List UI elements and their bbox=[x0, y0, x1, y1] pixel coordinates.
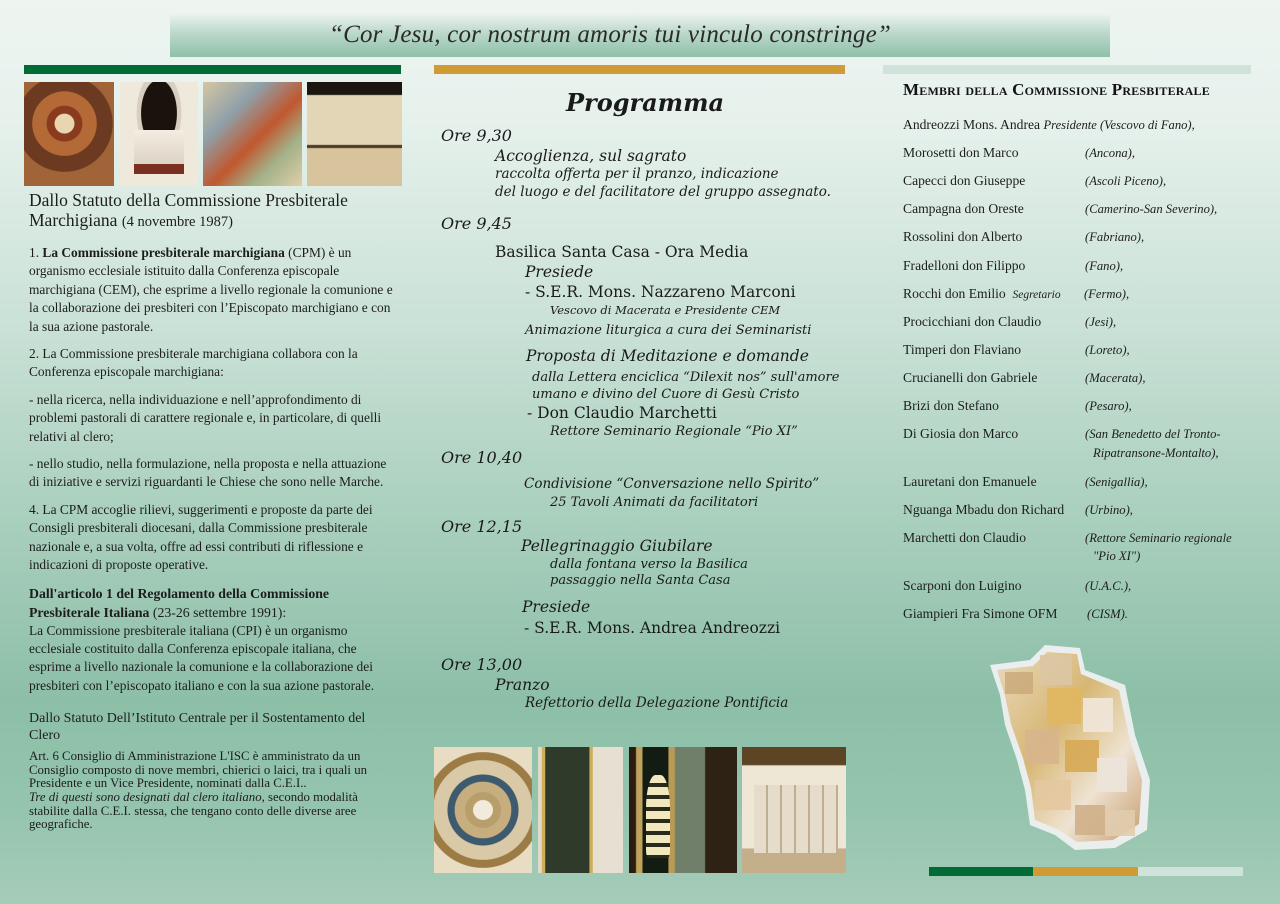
member-diocese: (Fermo), bbox=[1084, 287, 1130, 301]
member-row: Fradelloni don Filippo bbox=[903, 258, 1026, 273]
member-row: Rocchi don Emilio Segretario bbox=[903, 286, 1061, 301]
footer-bar-green bbox=[929, 867, 1033, 876]
session-place-5: Refettorio della Delegazione Pontificia bbox=[525, 695, 789, 711]
session-time-1: Ore 9,30 bbox=[441, 126, 512, 145]
session-detail-1a: raccolta offerta per il pranzo, indicazione bbox=[495, 166, 779, 182]
session-time-4: Ore 12,15 bbox=[441, 517, 523, 536]
motto-text: “Cor Jesu, cor nostrum amoris tui vinculo constringe” bbox=[329, 21, 891, 48]
member-diocese: (Rettore Seminario regionale bbox=[1085, 531, 1232, 545]
session-lettera-2b: umano e divino del Cuore di Gesù Cristo bbox=[532, 387, 800, 402]
member-row: Andreozzi Mons. Andrea Presidente (Vescovo di Fano), bbox=[903, 117, 1195, 132]
session-lettera-2a: dalla Lettera enciclica “Dilexit nos” sull'amore bbox=[532, 370, 840, 385]
member-diocese: (Pesaro), bbox=[1085, 399, 1132, 413]
member-row: Giampieri Fra Simone OFM bbox=[903, 606, 1058, 621]
divider-bar-green bbox=[24, 65, 401, 74]
member-row: Scarponi don Luigino bbox=[903, 578, 1022, 593]
statuto-paragraph-2: 2. La Commissione presbiterale marchigiana collabora con la Conferenza episcopale marchigiana: bbox=[29, 346, 358, 380]
session-title-1: Accoglienza, sul sagrato bbox=[495, 147, 687, 165]
member-diocese: (Camerino-San Severino), bbox=[1085, 202, 1218, 216]
photo-santa-casa-exterior bbox=[742, 747, 846, 873]
footer-bar-gold bbox=[1033, 867, 1138, 876]
session-presider-role-2: Vescovo di Macerata e Presidente CEM bbox=[550, 303, 781, 317]
member-row: Crucianelli don Gabriele bbox=[903, 370, 1038, 385]
programma-title: Programma bbox=[566, 88, 725, 117]
divider-bar-gold bbox=[434, 65, 845, 74]
photo-altar-painting bbox=[538, 747, 623, 873]
session-presider-2: - S.E.R. Mons. Nazzareno Marconi bbox=[525, 283, 796, 301]
member-row: Di Giosia don Marco bbox=[903, 426, 1019, 441]
isc-body: Art. 6 Consiglio di Amministrazione L'ISC è amministrato da un Consiglio composto di nove membri, chierici o laici, tra i quali un Presidente e un Vice Presidente, nominati dalla C.E.I.. Tre di questi sono designati dal clero italiano, secondo modalità stabilite dalla C.E.I. stessa, che tengano conto delle diverse aree geografiche. bbox=[29, 749, 367, 832]
member-row: Capecci don Giuseppe bbox=[903, 173, 1026, 188]
member-row: Rossolini don Alberto bbox=[903, 229, 1023, 244]
regolamento-body: La Commissione presbiterale italiana (CPI) è un organismo ecclesiale costituito dalla Conferenza episcopale italiana, che esprime a livello nazionale la comunione e la collaborazione dei presbiteri con l’episcopato italiano e con la sua azione pastorale. bbox=[29, 622, 375, 693]
regolamento-heading: Dall'articolo 1 del Regolamento della Commissione Presbiterale Italiana (23-26 settembre 1991): bbox=[29, 585, 330, 620]
member-diocese: (Macerata), bbox=[1085, 371, 1146, 385]
member-diocese: (Ascoli Piceno), bbox=[1085, 174, 1167, 188]
session-title-3: Condivisione “Conversazione nello Spirito” bbox=[524, 476, 820, 492]
session-title-4: Pellegrinaggio Giubilare bbox=[521, 537, 713, 555]
session-time-3: Ore 10,40 bbox=[441, 448, 523, 467]
member-diocese: (Jesi), bbox=[1085, 315, 1117, 329]
session-time-2: Ore 9,45 bbox=[441, 214, 512, 233]
member-diocese: (Fabriano), bbox=[1085, 230, 1145, 244]
photo-fresco-madonna bbox=[24, 82, 114, 186]
member-row: Brizi don Stefano bbox=[903, 398, 999, 413]
session-proposta-2: Proposta di Meditazione e domande bbox=[526, 347, 809, 365]
member-diocese: (San Benedetto del Tronto- bbox=[1085, 427, 1221, 441]
footer-bar-pale bbox=[1138, 867, 1243, 876]
session-presiede-2: Presiede bbox=[525, 263, 594, 281]
member-diocese: (Urbino), bbox=[1085, 503, 1133, 517]
membri-title: Membri della Commissione Presbiterale bbox=[903, 80, 1210, 99]
session-detail-4b: passaggio nella Santa Casa bbox=[550, 573, 731, 588]
statuto-section bbox=[29, 190, 394, 832]
statuto-paragraph-2a: - nella ricerca, nella individuazione e nell’approfondimento di problemi pastorali di carattere regionale e, in particolare, di quelli relativi al clero; bbox=[29, 391, 382, 444]
photo-santa-casa-altar bbox=[120, 82, 198, 186]
session-detail-4a: dalla fontana verso la Basilica bbox=[550, 557, 748, 572]
member-diocese: (Fano), bbox=[1085, 259, 1124, 273]
session-speaker-2: - Don Claudio Marchetti bbox=[527, 404, 717, 422]
member-row: Campagna don Oreste bbox=[903, 201, 1024, 216]
session-place-2: Basilica Santa Casa - Ora Media bbox=[495, 243, 749, 261]
statuto-title: Dallo Statuto della Commissione Presbiterale Marchigiana (4 novembre 1987) bbox=[29, 190, 348, 230]
divider-bar-pale bbox=[883, 65, 1251, 74]
member-diocese-cont: "Pio XI") bbox=[1093, 549, 1141, 563]
photo-annunciation-fresco bbox=[203, 82, 302, 186]
marche-churches-map bbox=[985, 640, 1165, 860]
motto-banner bbox=[170, 13, 1110, 57]
member-diocese: (CISM). bbox=[1087, 607, 1128, 621]
photo-dome-ceiling bbox=[434, 747, 532, 873]
session-detail-1b: del luogo e del facilitatore del gruppo assegnato. bbox=[495, 184, 831, 200]
member-row: Timperi don Flaviano bbox=[903, 342, 1022, 357]
session-presider-4: - S.E.R. Mons. Andrea Andreozzi bbox=[524, 619, 781, 637]
member-diocese: (Senigallia), bbox=[1085, 475, 1148, 489]
statuto-paragraph-2b: - nello studio, nella formulazione, nella proposta e nella attuazione di iniziative e servizi riguardanti le Chiese che sono nelle Marche. bbox=[29, 456, 387, 490]
member-row: Nguanga Mbadu don Richard bbox=[903, 502, 1065, 517]
member-diocese: (Loreto), bbox=[1085, 343, 1130, 357]
session-title-5: Pranzo bbox=[495, 676, 550, 694]
session-detail-3: 25 Tavoli Animati da facilitatori bbox=[550, 495, 759, 510]
member-role-segretario: Segretario bbox=[1012, 289, 1061, 301]
member-diocese: (Ancona), bbox=[1085, 146, 1136, 160]
member-row: Lauretani don Emanuele bbox=[903, 474, 1037, 489]
photo-black-madonna bbox=[629, 747, 737, 873]
session-speaker-role-2: Rettore Seminario Regionale “Pio XI” bbox=[550, 424, 798, 439]
session-time-5: Ore 13,00 bbox=[441, 655, 523, 674]
statuto-paragraph-4: 4. La CPM accoglie rilievi, suggerimenti e proposte da parte dei Consigli presbiterali diocesani, dalla Commissione presbiterale nazionale e, a sua volta, offre ad essi contributi di riflessione e indicazioni di proposte operative. bbox=[29, 501, 373, 573]
session-animazione-2: Animazione liturgica a cura dei Seminaristi bbox=[525, 323, 812, 338]
member-row: Marchetti don Claudio bbox=[903, 530, 1027, 545]
member-row: Morosetti don Marco bbox=[903, 145, 1019, 160]
isc-title: Dallo Statuto Dell’Istituto Centrale per il Sostentamento del Clero bbox=[29, 711, 366, 744]
statuto-paragraph-1: 1. La Commissione presbiterale marchigiana (CPM) è un organismo ecclesiale istituito dalla Conferenza episcopale marchigiana (CEM), che esprime a livello regionale la comunione e la collaborazione dei presbiteri con l’Episcopato marchigiano e con la sua azione pastorale. bbox=[29, 245, 393, 334]
session-presiede-4: Presiede bbox=[522, 598, 591, 616]
member-diocese: (U.A.C.), bbox=[1085, 579, 1132, 593]
photo-basilica-interior bbox=[307, 82, 402, 186]
member-row: Procicchiani don Claudio bbox=[903, 314, 1042, 329]
member-diocese-cont: Ripatransone-Montalto), bbox=[1093, 446, 1219, 460]
statuto-date: (4 novembre 1987) bbox=[121, 214, 233, 230]
